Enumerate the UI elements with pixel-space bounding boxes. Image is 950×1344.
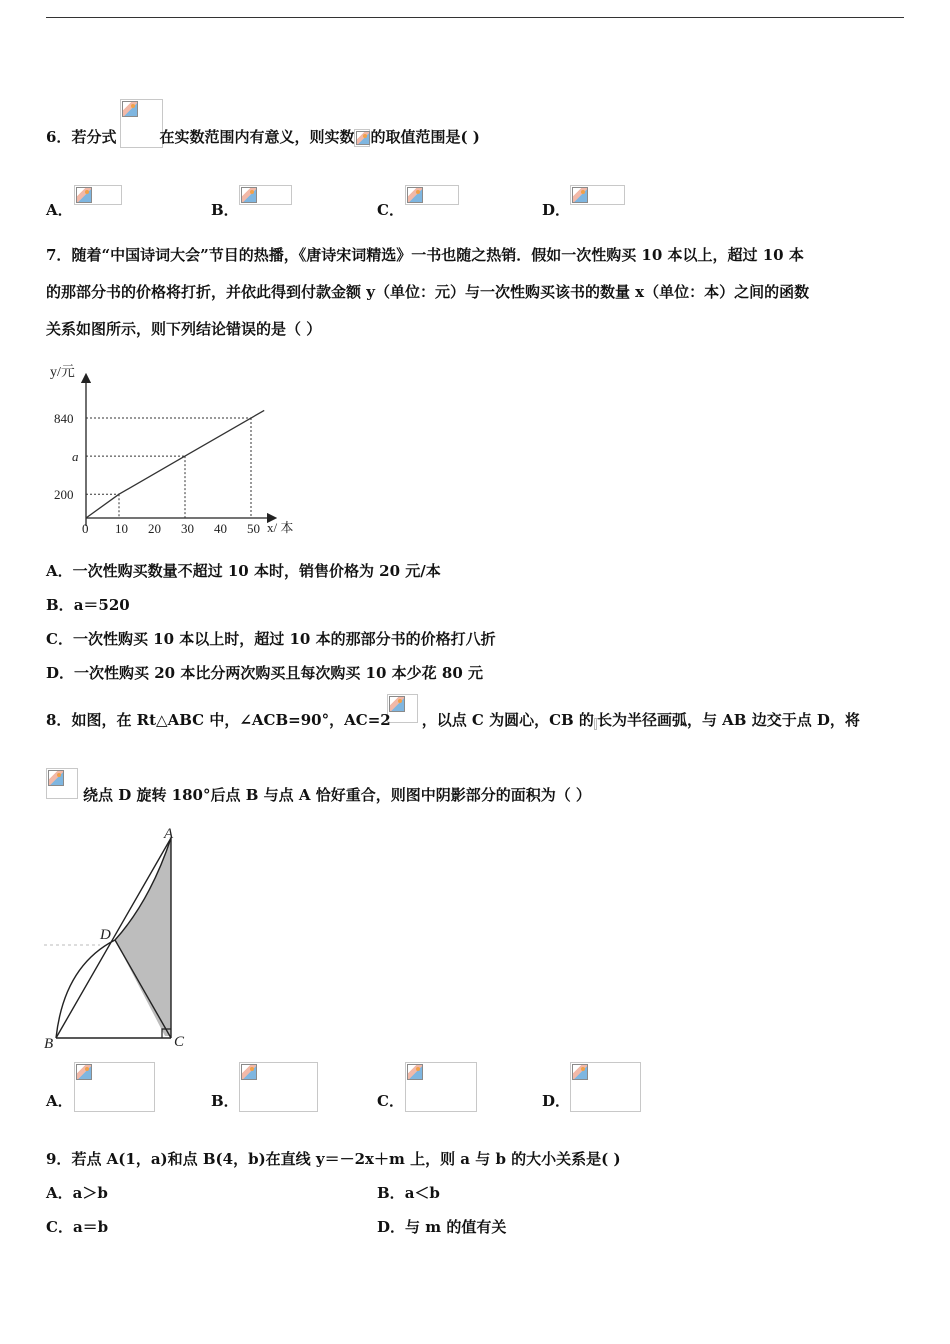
x-tick-label-40: 40: [214, 521, 227, 536]
q6-number: 6．: [46, 128, 72, 146]
q9-option-a-text: a＞b: [72, 1184, 108, 1202]
label-a: A: [164, 826, 174, 842]
y-axis-label: y/元: [50, 365, 75, 380]
q9-option-b-label: B．: [377, 1184, 405, 1202]
shaded-region: [115, 838, 171, 1036]
q8-line-1-c: 长为半径画弧，与 AB 边交于点 D，将: [596, 711, 860, 729]
broken-image-icon: [356, 131, 370, 145]
q8-option-b[interactable]: [211, 1062, 290, 1112]
q6-option-d[interactable]: [542, 185, 597, 219]
q7-option-d-text: 一次性购买 20 本比分两次购买且每次购买 10 本少花 80 元: [74, 664, 483, 682]
q7-option-d[interactable]: [46, 663, 483, 683]
label-b: B: [44, 1036, 54, 1052]
q8-option-c-image: [405, 1062, 477, 1112]
broken-image-icon: [572, 187, 588, 203]
x-tick-label-0: 0: [82, 521, 89, 536]
broken-image-icon: [407, 1064, 423, 1080]
broken-image-icon: [76, 187, 92, 203]
q7-option-d-label: D．: [46, 664, 75, 682]
broken-image-icon: [122, 101, 138, 117]
q7-chart: [46, 356, 306, 542]
y-tick-label-840: 840: [54, 411, 74, 427]
q7-option-b-label: B．: [46, 596, 74, 614]
x-tick-label-50: 50: [247, 521, 260, 536]
q8-option-a-label: A．: [46, 1092, 73, 1110]
q8-inline-image: [594, 718, 597, 730]
q8-option-c-label: C．: [377, 1092, 404, 1110]
q8-number: 8．: [46, 711, 72, 729]
x-tick-label-10: 10: [115, 521, 128, 536]
broken-image-icon: [48, 770, 64, 786]
q9-option-c-text: a＝b: [72, 1218, 109, 1236]
q6-option-d-label: D．: [542, 201, 571, 219]
q6-option-a[interactable]: [46, 185, 94, 219]
broken-image-icon: [76, 1064, 92, 1080]
q7-option-b[interactable]: [46, 595, 130, 615]
q6-option-b-label: B．: [211, 201, 239, 219]
q8-line-1-a: 如图，在 Rt△ABC 中，∠ACB=90°，AC=2: [71, 711, 391, 729]
q8-option-d-label: D．: [542, 1092, 571, 1110]
q9-option-d-label: D．: [377, 1218, 406, 1236]
q9-option-a-label: A．: [46, 1184, 73, 1202]
q9-option-b-text: a＜b: [404, 1184, 440, 1202]
q8-option-d[interactable]: [542, 1062, 613, 1112]
q7-number: 7．: [46, 246, 72, 264]
q9-option-d[interactable]: [377, 1217, 506, 1237]
q6-stem: [46, 127, 480, 147]
q9-option-c[interactable]: [46, 1217, 108, 1237]
broken-image-icon: [241, 187, 257, 203]
chart-ticks: [54, 411, 260, 536]
q8-option-a-image: [74, 1062, 155, 1112]
q8-stem-line-1: [46, 710, 860, 730]
q7-line-1-text: 随着“中国诗词大会”节目的热播，《唐诗宋词精选》一书也随之热销．假如一次性购买 10 本以上，超过 10 本: [71, 246, 804, 264]
q6-option-c-label: C．: [377, 201, 404, 219]
q8-option-d-image: [570, 1062, 641, 1112]
q6-variable-image: [354, 129, 370, 147]
q6-option-c-image: [405, 185, 459, 205]
q8-option-b-label: B．: [211, 1092, 239, 1110]
q6-text-before: 若分式: [71, 128, 117, 146]
q6-text-end: 的取值范围是( ): [370, 128, 480, 146]
q7-option-a-text: 一次性购买数量不超过 10 本时，销售价格为 20 元/本: [72, 562, 441, 580]
q9-option-b[interactable]: [377, 1183, 440, 1203]
series-line: [86, 410, 264, 518]
x-tick-label-20: 20: [148, 521, 161, 536]
q7-stem-line-3: 关系如图所示，则下列结论错误的是（ ）: [46, 320, 322, 338]
x-tick-label-30: 30: [181, 521, 194, 536]
q6-option-a-label: A．: [46, 201, 73, 219]
q8-triangle-image: [46, 768, 78, 799]
q6-option-c[interactable]: [377, 185, 431, 219]
header-rule: [46, 17, 904, 18]
q7-option-c-label: C．: [46, 630, 73, 648]
q8-figure: [40, 826, 190, 1054]
q9-text: 若点 A(1，a)和点 B(4，b)在直线 y＝－2x＋m 上，则 a 与 b 的大小关系是( ): [71, 1150, 621, 1168]
y-tick-label-200: 200: [54, 487, 74, 503]
broken-image-icon: [572, 1064, 588, 1080]
q9-option-c-label: C．: [46, 1218, 73, 1236]
q7-option-b-text: a＝520: [73, 596, 130, 614]
q7-option-c-text: 一次性购买 10 本以上时，超过 10 本的那部分书的价格打八折: [72, 630, 496, 648]
q8-option-b-image: [239, 1062, 318, 1112]
q8-stem-line-2: 绕点 D 旋转 180°后点 B 与点 A 恰好重合，则图中阴影部分的面积为（ ）: [83, 786, 591, 804]
label-c: C: [174, 1034, 185, 1050]
q6-option-a-image: [74, 185, 122, 205]
broken-image-icon: [241, 1064, 257, 1080]
q8-option-a[interactable]: [46, 1062, 127, 1112]
q9-number: 9．: [46, 1150, 72, 1168]
q6-option-b-image: [239, 185, 292, 205]
label-d: D: [100, 927, 111, 943]
x-axis-label: x/ 本: [267, 520, 294, 535]
q7-option-a-label: A．: [46, 562, 73, 580]
q8-line-1-b: ，以点 C 为圆心，CB 的: [421, 711, 594, 729]
broken-image-icon: [407, 187, 423, 203]
y-tick-label-a: a: [72, 449, 79, 465]
q7-stem-line-1: [46, 245, 804, 265]
q8-option-c[interactable]: [377, 1062, 449, 1112]
q7-option-a[interactable]: [46, 561, 441, 581]
q6-option-d-image: [570, 185, 625, 205]
q6-option-b[interactable]: [211, 185, 264, 219]
q7-option-c[interactable]: [46, 629, 496, 649]
q9-option-a[interactable]: [46, 1183, 108, 1203]
q7-stem-line-2: 的那部分书的价格将打折，并依此得到付款金额 y（单位：元）与一次性购买该书的数量 x（单位：本）之间的函数: [46, 283, 810, 301]
q9-option-d-text: 与 m 的值有关: [405, 1218, 507, 1236]
q6-text-middle: 在实数范围内有意义，则实数: [159, 128, 355, 146]
q9-stem: [46, 1149, 621, 1169]
